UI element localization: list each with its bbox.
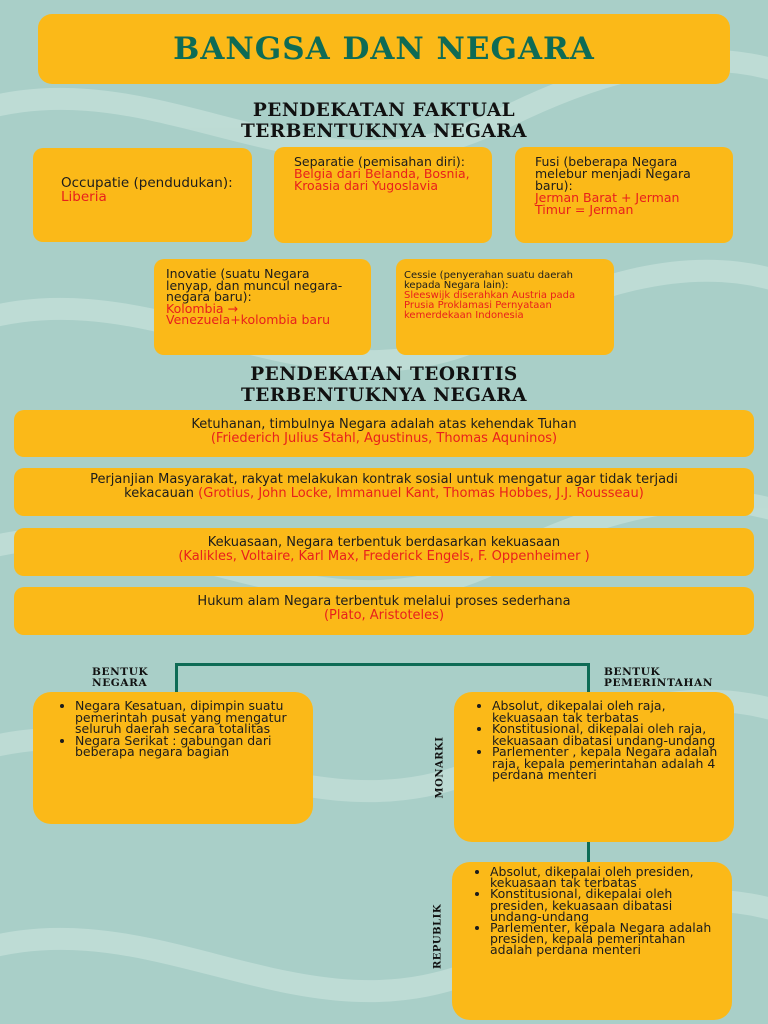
- list-item: • Parlementer , kepala Negara adalah raja, kepala pemerintahan adalah 4 perdana menteri: [492, 746, 720, 781]
- cessie-card: [396, 259, 614, 355]
- hukum-alam-ref: (Plato, Aristoteles): [323, 608, 445, 623]
- hukum-alam-text: Hukum alam Negara terbentuk melalui proses sederhana: [197, 594, 571, 609]
- occupatie-example: Liberia: [61, 189, 107, 205]
- bentuk-pemerintahan-label: BENTUK PEMERINTAHAN: [604, 666, 714, 689]
- fusi-label: Fusi (beberapa Negara melebur menjadi Negara baru):: [535, 154, 691, 193]
- faktual-heading: PENDEKATAN FAKTUAL TERBENTUKNYA NEGARA: [241, 100, 527, 142]
- list-item: • Negara Kesatuan, dipimpin suatu pemerintah pusat yang mengatur seluruh daerah secara totalitas: [75, 700, 299, 735]
- republik-label: REPUBLIK: [432, 903, 444, 970]
- separatie-example: Belgia dari Belanda, Bosnia, Kroasia dari Yugoslavia: [294, 166, 470, 193]
- separatie-card: [274, 147, 492, 243]
- republik-list: [470, 866, 718, 956]
- inovatie-example: Kolombia → Venezuela+kolombia baru: [166, 300, 331, 327]
- cessie-label: Cessie (penyerahan suatu daerah kepada Negara lain):: [404, 270, 574, 291]
- list-item: • Negara Serikat : gabungan dari beberapa negara bagian: [75, 735, 299, 758]
- perjanjian-card: [14, 468, 754, 516]
- bentuk-negara-card: [33, 692, 313, 824]
- cessie-example: Sleeswijk diserahkan Austria pada Prusia Proklamasi Pernyataan kemerdekaan Indonesia: [404, 290, 576, 321]
- list-item: • Parlementer, kepala Negara adalah presiden, kepala pemerintahan adalah perdana menteri: [490, 922, 718, 956]
- monarki-label: MONARKI: [434, 736, 446, 799]
- occupatie-card: [33, 148, 252, 242]
- kekuasaan-card: [14, 528, 754, 576]
- connector-horizontal: [175, 663, 589, 666]
- list-item: • Absolut, dikepalai oleh raja, kekuasaan tak terbatas: [492, 700, 720, 723]
- fusi-example: Jerman Barat + Jerman Timur = Jerman: [535, 190, 680, 217]
- page-title: BANGSA DAN NEGARA: [173, 31, 595, 67]
- inovatie-label: Inovatie (suatu Negara lenyap, dan muncul negara-negara baru):: [166, 266, 343, 304]
- teoritis-heading: PENDEKATAN TEORITIS TERBENTUKNYA NEGARA: [241, 364, 527, 406]
- monarki-card: [454, 692, 734, 842]
- monarki-list: [472, 700, 720, 781]
- kekuasaan-ref: (Kalikles, Voltaire, Karl Max, Frederick Engels, F. Oppenheimer ): [178, 549, 590, 564]
- connector-left: [175, 663, 178, 693]
- fusi-card: [515, 147, 733, 243]
- inovatie-card: [154, 259, 371, 355]
- ketuhanan-ref: (Friederich Julius Stahl, Agustinus, Thomas Aquninos): [210, 431, 558, 446]
- ketuhanan-text: Ketuhanan, timbulnya Negara adalah atas kehendak Tuhan: [191, 417, 577, 432]
- hukum-alam-card: [14, 587, 754, 635]
- kekuasaan-text: Kekuasaan, Negara terbentuk berdasarkan kekuasaan: [207, 535, 561, 550]
- title-banner: [38, 14, 730, 84]
- list-item: • Absolut, dikepalai oleh presiden, kekuasaan tak terbatas: [490, 866, 718, 888]
- list-item: • Konstitusional, dikepalai oleh raja, kekuasaan dibatasi undang-undang: [492, 723, 720, 746]
- republik-card: [452, 862, 732, 1020]
- occupatie-label: Occupatie (pendudukan):: [61, 175, 233, 191]
- bentuk-negara-list: [55, 700, 299, 758]
- perjanjian-text: Perjanjian Masyarakat, rakyat melakukan kontrak sosial untuk mengatur agar tidak terjadi kekacauan: [90, 472, 678, 501]
- perjanjian-ref: (Grotius, John Locke, Immanuel Kant, Thomas Hobbes, J.J. Rousseau): [198, 485, 644, 501]
- separatie-label: Separatie (pemisahan diri):: [294, 154, 465, 169]
- bentuk-negara-label: BENTUK NEGARA: [92, 666, 149, 689]
- ketuhanan-card: [14, 410, 754, 457]
- list-item: • Konstitusional, dikepalai oleh presiden, kekuasaan dibatasi undang-undang: [490, 888, 718, 922]
- connector-right: [587, 663, 590, 693]
